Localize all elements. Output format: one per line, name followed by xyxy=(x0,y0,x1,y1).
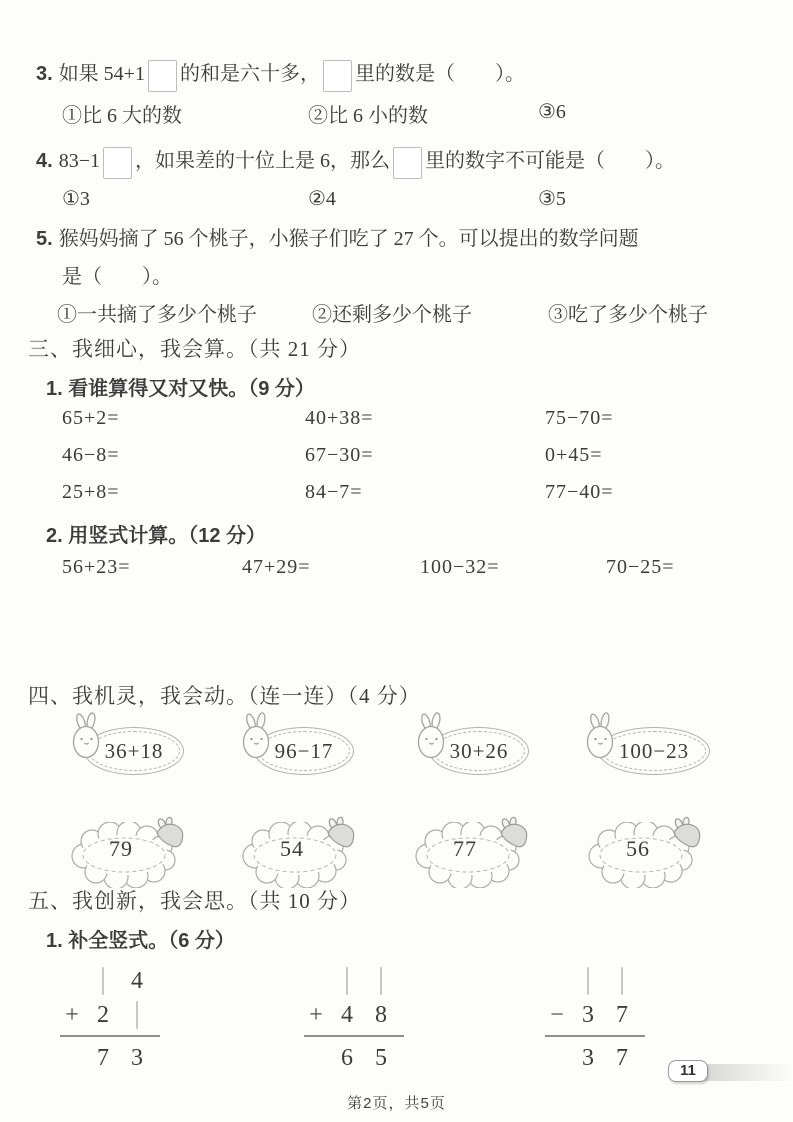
match-oval-3 xyxy=(415,712,575,778)
page-number-tab: 11 xyxy=(668,1060,708,1082)
equals-line xyxy=(304,1035,404,1037)
bunny-icon xyxy=(584,712,618,760)
q4-option-1: ①3 xyxy=(62,188,90,210)
question-4-text-3: 里的数字不可能是（ ）。 xyxy=(424,150,675,172)
cloud-answer: 79 xyxy=(109,836,133,861)
q4-option-3: ③5 xyxy=(538,188,566,210)
column-problem: 47+29= xyxy=(242,556,311,578)
match-cloud-2 xyxy=(240,822,360,892)
answer-box xyxy=(346,967,348,995)
question-4-number: 4. xyxy=(36,150,53,172)
q3-option-1: ①比 6 大的数 xyxy=(62,105,182,127)
section-3-title: 三、我细心，我会算。（共 21 分） xyxy=(28,337,361,361)
vp-digit: 7 xyxy=(616,1001,628,1028)
vp-top-row xyxy=(58,964,160,998)
section-3-sub2-title: 2. 用竖式计算。（12 分） xyxy=(46,525,267,547)
answer-box xyxy=(323,60,352,92)
vp-digit: 3 xyxy=(582,1001,594,1028)
mental-calc: 75−70= xyxy=(545,407,614,429)
operator-sign: + xyxy=(65,1001,79,1028)
bunny-icon xyxy=(415,712,449,760)
mental-calc: 46−8= xyxy=(62,444,120,466)
vp-result-row xyxy=(58,1041,160,1075)
mental-calc: 25+8= xyxy=(62,481,120,503)
answer-box xyxy=(393,147,422,179)
question-5-text-1: 猴妈妈摘了 56 个桃子，小猴子们吃了 27 个。可以提出的数学问题 xyxy=(58,228,639,250)
carrot-icon xyxy=(320,816,360,856)
vp-digit: 7 xyxy=(616,1044,628,1071)
vp-top-row xyxy=(302,964,404,998)
match-cloud-3 xyxy=(413,822,533,892)
carrot-icon xyxy=(493,816,533,856)
column-problem: 100−32= xyxy=(420,556,500,578)
vp-digit: 7 xyxy=(97,1044,109,1071)
mental-calc: 84−7= xyxy=(305,481,363,503)
mental-calc: 67−30= xyxy=(305,444,374,466)
q4-option-2: ②4 xyxy=(308,188,336,210)
q5-option-2: ②还剩多少个桃子 xyxy=(312,304,472,326)
question-4 xyxy=(36,144,675,179)
question-5-number: 5. xyxy=(36,228,53,250)
question-3 xyxy=(36,57,525,92)
column-problem: 56+23= xyxy=(62,556,131,578)
question-3-text-1: 如果 54+1 xyxy=(58,63,145,85)
question-3-number: 3. xyxy=(36,63,53,85)
question-3-text-3: 里的数是（ ）。 xyxy=(354,63,525,85)
q3-option-3: ③6 xyxy=(538,101,566,123)
section-5-title: 五、我创新，我会思。（共 10 分） xyxy=(28,889,361,913)
oval-expression: 36+18 xyxy=(104,738,164,763)
vertical-problem-2 xyxy=(302,964,404,1075)
cloud-answer: 56 xyxy=(626,836,650,861)
question-3-text-2: 的和是六十多， xyxy=(179,63,320,85)
match-oval-2 xyxy=(240,712,400,778)
vp-digit: 8 xyxy=(375,1001,387,1028)
match-cloud-1 xyxy=(69,822,189,892)
oval-expression: 100−23 xyxy=(618,738,690,763)
question-5-line2: 是（ ）。 xyxy=(62,266,172,288)
vp-top-row xyxy=(543,964,645,998)
match-cloud-4 xyxy=(586,822,706,892)
vp-digit: 3 xyxy=(582,1044,594,1071)
cloud-answer: 77 xyxy=(453,836,477,861)
operator-sign: + xyxy=(309,1001,323,1028)
cloud-answer: 54 xyxy=(280,836,304,861)
section-3-sub1-title: 1. 看谁算得又对又快。（9 分） xyxy=(46,378,315,400)
bunny-icon xyxy=(240,712,274,760)
carrot-icon xyxy=(149,816,189,856)
answer-box xyxy=(102,967,104,995)
equals-line xyxy=(60,1035,160,1037)
mental-calc: 40+38= xyxy=(305,407,374,429)
vp-digit: 5 xyxy=(375,1044,387,1071)
vp-digit: 4 xyxy=(341,1001,353,1028)
vp-result-row xyxy=(543,1041,645,1075)
answer-box xyxy=(136,1001,138,1029)
answer-box xyxy=(103,147,132,179)
vp-result-row xyxy=(302,1041,404,1075)
column-problem: 70−25= xyxy=(606,556,675,578)
mental-calc: 0+45= xyxy=(545,444,603,466)
section-5-sub1-title: 1. 补全竖式。（6 分） xyxy=(46,930,235,952)
vp-mid-row xyxy=(543,998,645,1032)
answer-box xyxy=(621,967,623,995)
match-oval-4 xyxy=(584,712,744,778)
answer-box xyxy=(148,60,177,92)
vp-digit: 6 xyxy=(341,1044,353,1071)
vp-digit: 3 xyxy=(131,1044,143,1071)
bunny-icon xyxy=(70,712,104,760)
answer-box xyxy=(380,967,382,995)
equals-line xyxy=(545,1035,645,1037)
section-4-title: 四、我机灵，我会动。（连一连）（4 分） xyxy=(28,684,421,708)
page-footer: 第2页，共5页 xyxy=(347,1095,446,1112)
vertical-problem-3 xyxy=(543,964,645,1075)
question-5 xyxy=(36,222,639,256)
oval-expression: 30+26 xyxy=(449,738,509,763)
vp-mid-row xyxy=(58,998,160,1032)
carrot-icon xyxy=(666,816,706,856)
oval-expression: 96−17 xyxy=(274,738,334,763)
question-4-text-1: 83−1 xyxy=(58,150,100,172)
match-oval-1 xyxy=(70,712,230,778)
operator-sign: − xyxy=(550,1001,564,1028)
tab-shadow xyxy=(700,1064,793,1081)
q3-option-2: ②比 6 小的数 xyxy=(308,105,428,127)
q5-option-3: ③吃了多少个桃子 xyxy=(548,304,708,326)
vp-digit: 4 xyxy=(131,967,143,994)
mental-calc: 77−40= xyxy=(545,481,614,503)
mental-calc: 65+2= xyxy=(62,407,120,429)
question-4-text-2: ，如果差的十位上是 6，那么 xyxy=(134,150,390,172)
answer-box xyxy=(587,967,589,995)
q5-option-1: ①一共摘了多少个桃子 xyxy=(57,304,257,326)
vp-mid-row xyxy=(302,998,404,1032)
vp-digit: 2 xyxy=(97,1001,109,1028)
vertical-problem-1 xyxy=(58,964,160,1075)
